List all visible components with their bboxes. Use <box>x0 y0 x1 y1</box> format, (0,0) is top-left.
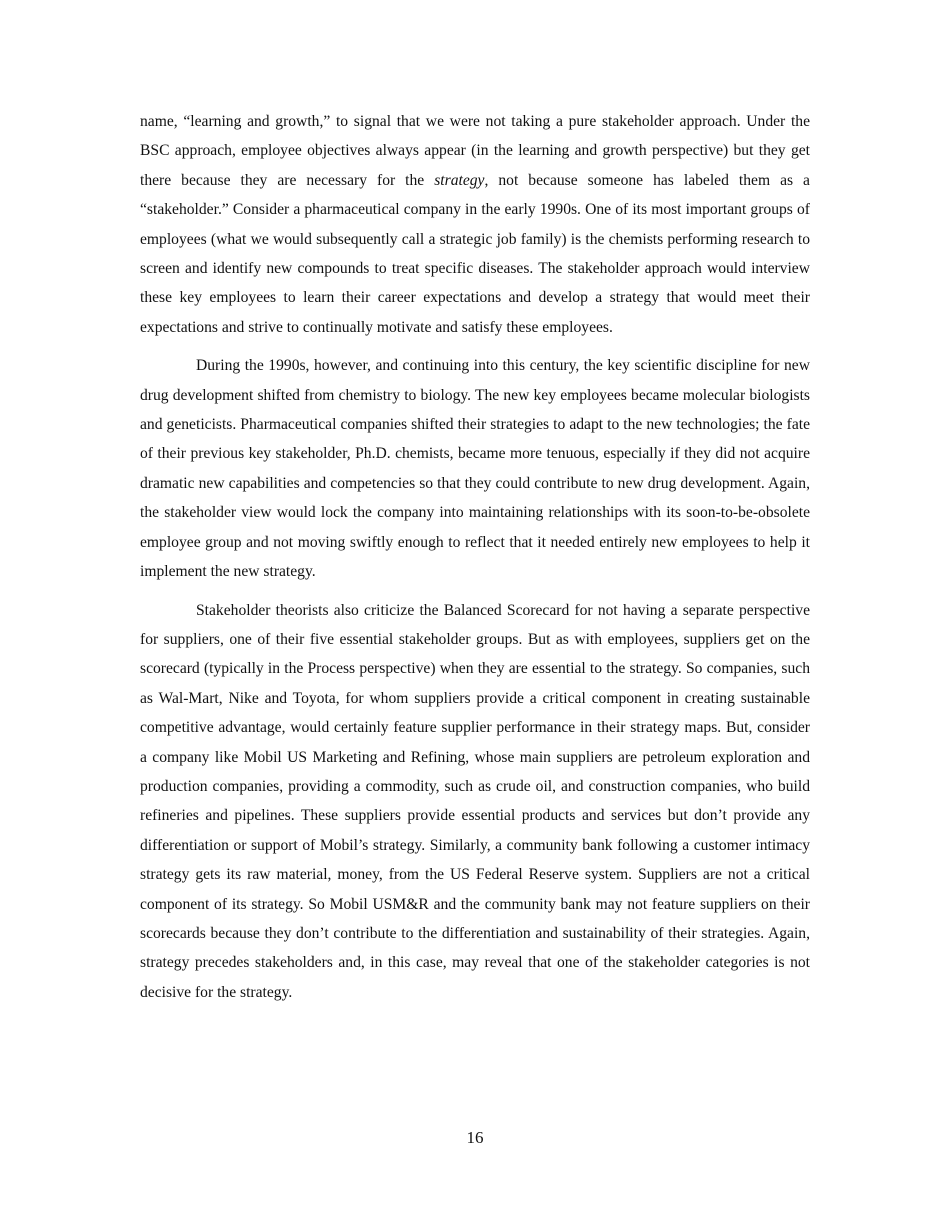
emphasis-strategy: strategy <box>434 171 485 189</box>
paragraph-continued <box>140 107 810 342</box>
paragraph-1-text-end: , not because someone has labeled them as a “stakeholder.” Consider a pharmaceutical company in the early 1990s. One of its most important groups of employees (what we would subsequently call a strategic job family) is the chemists performing research to screen and identify new compounds to treat specific diseases. The stakeholder approach would interview these key employees to learn their career expectations and develop a strategy that would meet their expectations and strive to continually motivate and satisfy these employees. <box>140 171 810 336</box>
paragraph-suppliers: Stakeholder theorists also criticize the Balanced Scorecard for not having a separate perspective for suppliers, one of their five essential stakeholder groups. But as with employees, suppliers get on the scorecard (typically in the Process perspective) when they are essential to the strategy. So companies, such as Wal-Mart, Nike and Toyota, for whom suppliers provide a critical component in creating sustainable competitive advantage, would certainly feature supplier performance in their strategy maps. But, consider a company like Mobil US Marketing and Refining, whose main suppliers are petroleum exploration and production companies, providing a commodity, such as crude oil, and construction companies, who build refineries and pipelines. These suppliers provide essential products and services but don’t provide any differentiation or support of Mobil’s strategy. Similarly, a community bank following a customer intimacy strategy gets its raw material, money, from the US Federal Reserve system. Suppliers are not a critical component of its strategy. So Mobil USM&R and the community bank may not feature suppliers on their scorecards because they don’t contribute to the differentiation and sustainability of their strategies. Again, strategy precedes stakeholders and, in this case, may reveal that one of the stakeholder categories is not decisive for the strategy. <box>140 601 810 1001</box>
body-text <box>140 107 810 1016</box>
paragraph-drug-development: During the 1990s, however, and continuing into this century, the key scientific discipline for new drug development shifted from chemistry to biology. The new key employees became molecular biologists and geneticists. Pharmaceutical companies shifted their strategies to adapt to the new technologies; the fate of their previous key stakeholder, Ph.D. chemists, became more tenuous, especially if they did not acquire dramatic new capabilities and competencies so that they could contribute to new drug development. Again, the stakeholder view would lock the company into maintaining relationships with its soon-to-be-obsolete employee group and not moving swiftly enough to reflect that it needed entirely new employees to help it implement the new strategy. <box>140 357 810 581</box>
page-number: 16 <box>466 1128 484 1147</box>
paragraph-1-text-start: name, “learning and growth,” to signal that we were not taking a pure stakeholder approach. Under the BSC approach, employee objectives always appear (in the learning and growth perspective) but they get there because they are necessary for the <box>140 113 810 189</box>
